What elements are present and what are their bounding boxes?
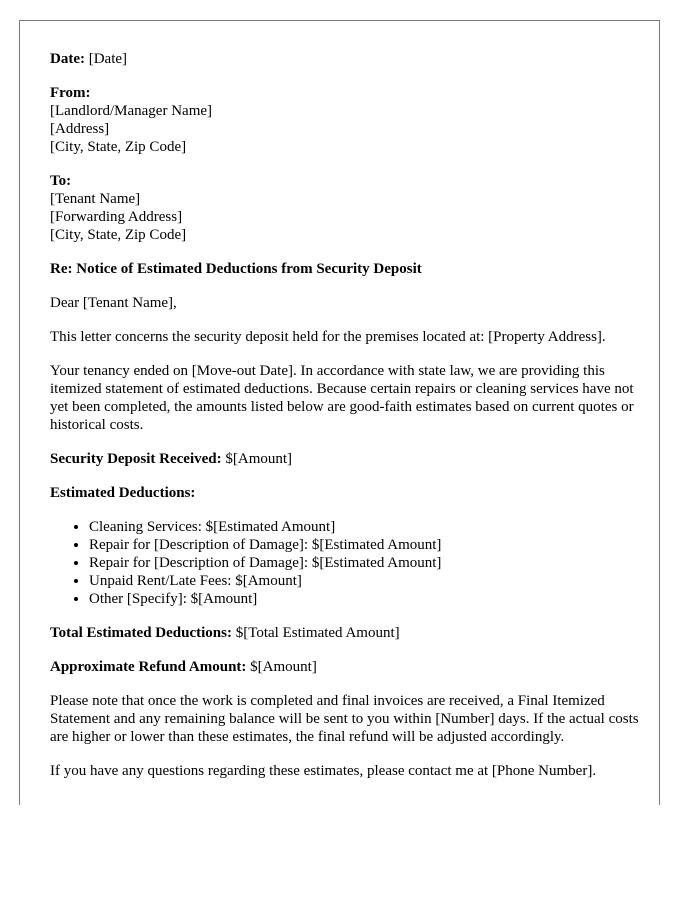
subject-line: Re: Notice of Estimated Deductions from Security Deposit xyxy=(50,261,422,277)
paragraph-final: Please note that once the work is completed and final invoices are received, a Final Itemized Statement and any remaining balance will be sent to you within [Number] days. If the actual costs are higher or lower than these estimates, the final refund will be adjusted accordingly. xyxy=(50,693,639,745)
to-line: [City, State, Zip Code] xyxy=(50,227,187,243)
letter-content xyxy=(50,50,642,796)
letter-page xyxy=(19,20,660,805)
paragraph-tenancy: Your tenancy ended on [Move-out Date]. In accordance with state law, we are providing this itemized statement of estimated deductions. Because certain repairs or cleaning services have not yet been completed, the amounts listed below are good-faith estimates based on current quotes or historical costs. xyxy=(50,363,634,433)
total-label: Total Estimated Deductions: xyxy=(50,625,232,641)
to-line: [Forwarding Address] xyxy=(50,209,183,225)
list-item: • Repair for [Description of Damage]: $[Estimated Amount] xyxy=(89,554,642,572)
date-label: Date: xyxy=(50,51,85,67)
deductions-list xyxy=(50,518,642,608)
to-block xyxy=(50,172,642,244)
from-line: [City, State, Zip Code] xyxy=(50,139,187,155)
date-line xyxy=(50,50,642,68)
deposit-label: Security Deposit Received: xyxy=(50,451,222,467)
refund-label: Approximate Refund Amount: xyxy=(50,659,247,675)
date-value: [Date] xyxy=(88,51,128,67)
refund-line xyxy=(50,658,642,676)
from-line: [Landlord/Manager Name] xyxy=(50,103,213,119)
total-line xyxy=(50,624,642,642)
list-item: • Unpaid Rent/Late Fees: $[Amount] xyxy=(89,572,642,590)
total-value: $[Total Estimated Amount] xyxy=(231,625,400,641)
refund-value: $[Amount] xyxy=(246,659,317,675)
paragraph-contact: If you have any questions regarding these estimates, please contact me at [Phone Number]. xyxy=(50,763,597,779)
from-label: From: xyxy=(50,85,91,101)
list-item: • Repair for [Description of Damage]: $[Estimated Amount] xyxy=(89,536,642,554)
paragraph-premises: This letter concerns the security deposit held for the premises located at: [Property Address]. xyxy=(50,329,606,345)
to-line: [Tenant Name] xyxy=(50,191,141,207)
salutation: Dear [Tenant Name], xyxy=(50,295,177,311)
deposit-value: $[Amount] xyxy=(221,451,293,467)
deposit-line xyxy=(50,450,642,468)
to-label: To: xyxy=(50,173,72,189)
from-block xyxy=(50,84,642,156)
list-item: • Cleaning Services: $[Estimated Amount] xyxy=(89,518,642,536)
deductions-heading: Estimated Deductions: xyxy=(50,485,196,501)
from-line: [Address] xyxy=(50,121,110,137)
list-item: • Other [Specify]: $[Amount] xyxy=(89,590,642,608)
